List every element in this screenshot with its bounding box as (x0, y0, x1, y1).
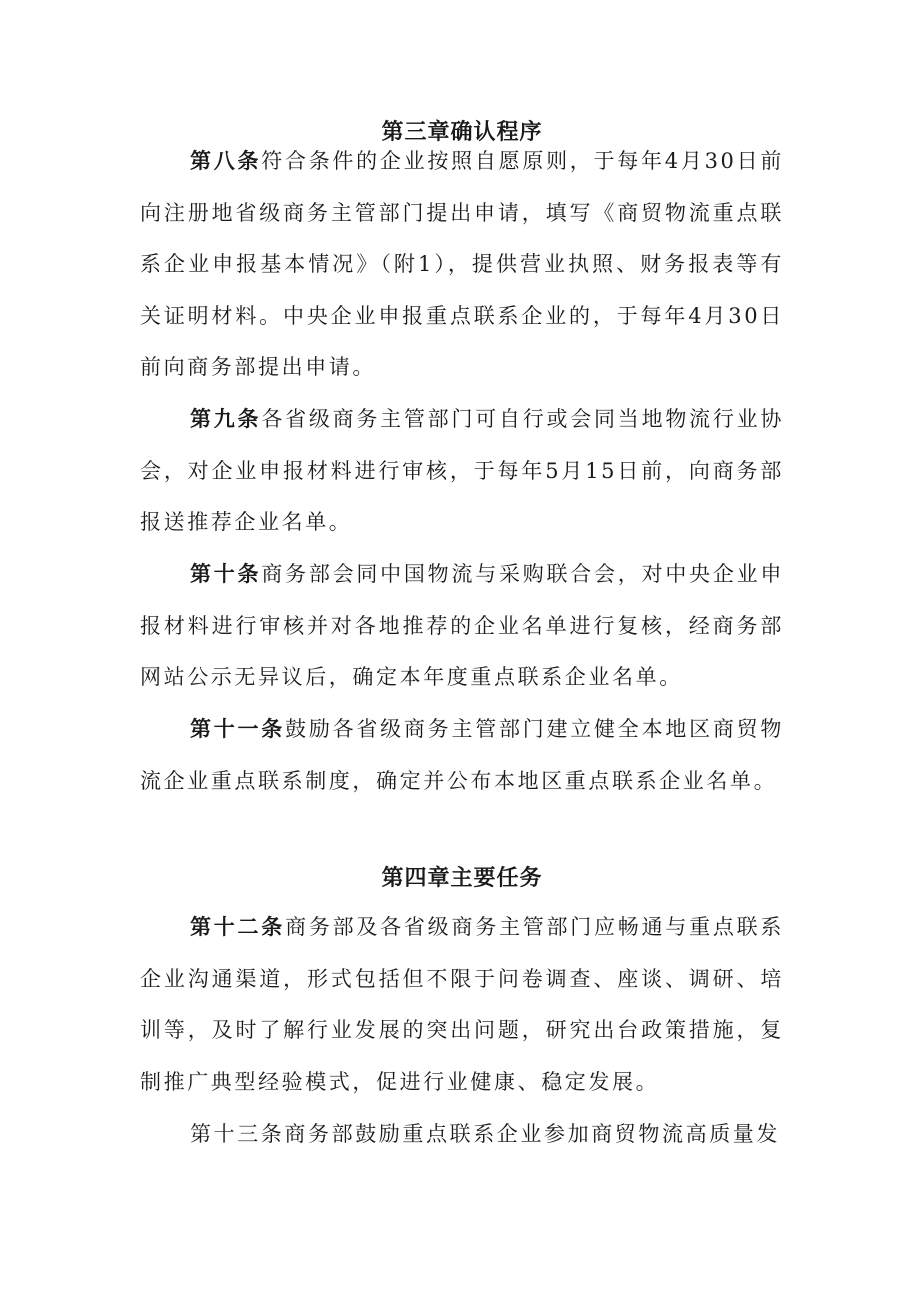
article-8-label: 第八条 (190, 149, 262, 173)
article-13 (140, 1109, 784, 1161)
article-10 (140, 549, 784, 704)
article-9-body: 各省级商务主管部门可自行或会同当地物流行业协会，对企业申报材料进行审核，于每年5月15日前，向商务部报送推荐企业名单。 (140, 407, 784, 534)
article-10-label: 第十条 (190, 562, 262, 586)
article-11 (140, 704, 784, 807)
article-11-label: 第十一条 (190, 717, 286, 741)
article-8-body: 符合条件的企业按照自愿原则，于每年4月30日前向注册地省级商务主管部门提出申请，填写《商贸物流重点联系企业申报基本情况》（附1），提供营业执照、财务报表等有关证明材料。中央企业申报重点联系企业的，于每年4月30日前向商务部提出申请。 (140, 149, 784, 379)
article-11-body: 鼓励各省级商务主管部门建立健全本地区商贸物流企业重点联系制度，确定并公布本地区重点联系企业名单。 (140, 717, 784, 793)
article-8 (140, 136, 784, 394)
chapter-4-title: 第四章主要任务 (381, 866, 543, 891)
article-9 (140, 394, 784, 549)
article-9-label: 第九条 (190, 407, 262, 431)
article-10-body: 商务部会同中国物流与采购联合会，对中央企业申报材料进行审核并对各地推荐的企业名单进行复核，经商务部网站公示无异议后，确定本年度重点联系企业名单。 (140, 562, 784, 689)
chapter-3-title: 第三章确认程序 (381, 120, 543, 145)
article-13-body: 第十三条商务部鼓励重点联系企业参加商贸物流高质量发 (190, 1122, 780, 1146)
article-12-label: 第十二条 (190, 915, 286, 939)
article-12-body: 商务部及各省级商务主管部门应畅通与重点联系企业沟通渠道，形式包括但不限于问卷调查、座谈、调研、培训等，及时了解行业发展的突出问题，研究出台政策措施，复制推广典型经验模式，促进行业健康、稳定发展。 (140, 915, 784, 1094)
article-12 (140, 902, 784, 1108)
